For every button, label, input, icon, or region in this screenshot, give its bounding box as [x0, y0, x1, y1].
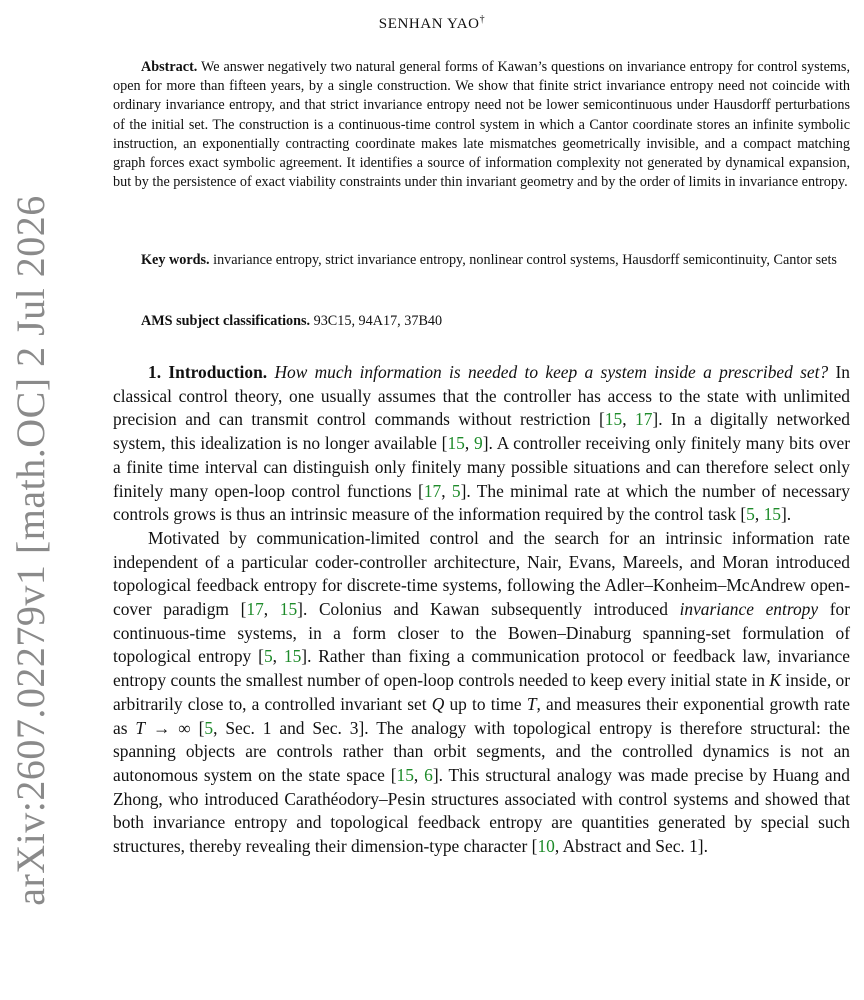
citation-link[interactable]: 15: [396, 764, 414, 785]
intro-lead-question: How much information is needed to keep a system inside a prescribed set?: [274, 362, 829, 382]
ams-label: AMS subject classifications.: [141, 313, 311, 329]
citation-link[interactable]: 15: [763, 504, 781, 525]
keywords-label: Key words.: [141, 252, 210, 268]
citation-link[interactable]: 15: [447, 433, 465, 454]
ams-classification-block: [113, 311, 850, 331]
math-symbol: K: [769, 670, 781, 691]
citation-link[interactable]: 17: [246, 599, 264, 620]
body-text: In classical control theory, one usually assumes that the controller has access to the state with unlimited precision and can transmit control commands without restriction [: [113, 362, 850, 430]
citation-link[interactable]: 5: [263, 646, 273, 667]
body-text: ].: [780, 504, 792, 525]
ams-codes: 93C15, 94A17, 37B40: [313, 313, 443, 329]
body-text: , Sec. 1 and Sec. 3]. The analogy with topological entropy is therefore structural: the spanning objects are controls rather than orbit segments, and the controlled dynamics is not an autonomous system on the state space [: [113, 717, 850, 785]
citation-link[interactable]: 15: [279, 599, 298, 620]
math-symbol: T: [135, 717, 146, 738]
citation-link[interactable]: 10: [537, 836, 555, 857]
abstract-block: [113, 58, 850, 192]
section-number: 1.: [148, 362, 162, 382]
citation-link[interactable]: 5: [204, 717, 214, 738]
citation-link[interactable]: 17: [635, 409, 653, 430]
body-text: up to time: [444, 693, 527, 714]
body-text: Motivated by communication-limited control and the search for an intrinsic information rate independent of a particular coder-controller architecture, Nair, Evans, Mareels, and Moran introduced topological feedback entropy for discrete-time systems, following the Adler–Konheim–McAndrew open-cover paradigm [: [113, 527, 850, 620]
abstract-text: We answer negatively two natural general forms of Kawan’s questions on invariance entropy for control systems, open for more than fifteen years, by a single construction. We show that finite strict invariance entropy need not coincide with ordinary invariance entropy, and that strict invariance entropy need not be lower semicontinuous under Hausdorff perturbations of the initial set. The construction is a continuous-time control system in which a Cantor coordinate stores an infinite symbolic instruction, an exponentially contracting coordinate makes late mismatches geometrically invisible, and a compact matching graph forces exact symbolic agreement. It identifies a source of information complexity not generated by dynamical expansion, but by the persistence of exact viability constraints under thin invariant geometry and by the order of limits in invariance entropy.: [113, 59, 850, 191]
citation-link[interactable]: 5: [746, 504, 755, 525]
body-text: ]. Rather than fixing a communication protocol or feedback law, invariance entropy counts the smallest number of open-loop controls needed to keep every initial state in: [113, 646, 850, 691]
body-text: , Abstract and Sec. 1].: [554, 836, 708, 857]
intro-paragraph-2: Motivated by communication-limited control and the search for an intrinsic information rate independent of a particular coder-controller architecture, Nair, Evans, Mareels, and Moran introduced topological feedback entropy for discrete-time systems, following the Adler–Konheim–McAndrew open-cover paradigm [17, 15]. Colonius and Kawan subsequently introduced invariance entropy for continuous-time systems, in a form closer to the Bowen–Dinaburg spanning-set formulation of topological entropy [5, 15]. Rather than fixing a communication protocol or feedback law, invariance entropy counts the smallest number of open-loop controls needed to keep every initial state in K inside, or arbitrarily close to, a controlled invariant set Q up to time T, and measures their exponential growth rate as T → ∞ [5, Sec. 1 and Sec. 3]. The analogy with topological entropy is therefore structural: the spanning objects are controls rather than orbit segments, and the controlled dynamics is not an autonomous system on the state space [15, 6]. This structural analogy was made precise by Huang and Zhong, who introduced Carathéodory–Pesin structures associated with control systems and showed that both invariance entropy and topological feedback entropy are quantities generated by special such structures, thereby revealing their dimension-type character [10, Abstract and Sec. 1].: [113, 527, 851, 857]
abstract-label: Abstract.: [141, 59, 198, 75]
body-text: ]. A controller receiving only finitely many bits over a finite time interval can distinguish only finitely many possible situations and can therefore select only finitely many open-loop control functions [: [113, 433, 850, 501]
intro-paragraph-1: 1. Introduction. How much information is needed to keep a system inside a prescribed set? In classical control theory, one usually assumes that the controller has access to the state with unlimited precision and can transmit control commands without restriction [15, 17]. In a digitally networked system, this idealization is no longer available [15, 9]. A controller receiving only finitely many bits over a finite time interval can distinguish only finitely many possible situations and can therefore select only finitely many open-loop control functions [17, 5]. The minimal rate at which the number of necessary controls grows is thus an intrinsic measure of the information required by the control task [5, 15].: [113, 362, 850, 525]
author-header: [0, 14, 864, 33]
citation-link[interactable]: 17: [423, 480, 442, 501]
section-title: Introduction.: [168, 362, 268, 382]
body-text: , and measures their exponential growth rate as: [113, 693, 851, 738]
body-text: ]. In a digitally networked system, this idealization is no longer available [: [113, 409, 850, 454]
body-text: ]. This structural analogy was made precise by Huang and Zhong, who introduced Carathéodory–Pesin structures associated with control systems and showed that both invariance entropy and topological feedback entropy are quantities generated by special such structures, thereby revealing their dimension-type character [: [113, 764, 850, 857]
introduction-section: [113, 361, 850, 859]
math-symbol: Q: [431, 693, 445, 714]
body-text: ]. The minimal rate at which the number of necessary controls grows is thus an intrinsic measure of the information required by the control task [: [113, 480, 850, 525]
math-symbol: T: [526, 693, 537, 714]
body-text: for continuous-time systems, in a form closer to the Bowen–Dinaburg spanning-set formulation of topological entropy [: [113, 599, 850, 667]
author-name: SENHAN YAO: [378, 16, 480, 32]
author-footnote-mark: †: [479, 14, 486, 25]
citation-link[interactable]: 15: [283, 646, 302, 667]
body-text: → ∞ [: [145, 717, 205, 738]
body-text: inside, or arbitrarily close to, a controlled invariant set: [113, 670, 851, 714]
keywords-text: invariance entropy, strict invariance entropy, nonlinear control systems, Hausdorff semicontinuity, Cantor sets: [213, 252, 837, 268]
arxiv-side-stamp: [0, 190, 60, 910]
body-text: ]. Colonius and Kawan subsequently introduced: [297, 599, 680, 620]
emphasized-term: invariance entropy: [679, 599, 819, 620]
citation-link[interactable]: 9: [474, 433, 483, 454]
citation-link[interactable]: 6: [424, 764, 433, 785]
citation-link[interactable]: 5: [451, 480, 461, 501]
citation-link[interactable]: 15: [604, 409, 623, 430]
keywords-block: [113, 250, 850, 270]
arxiv-id-text: arXiv:2607.02279v1 [math.OC] 2 Jul 2026: [7, 194, 53, 906]
